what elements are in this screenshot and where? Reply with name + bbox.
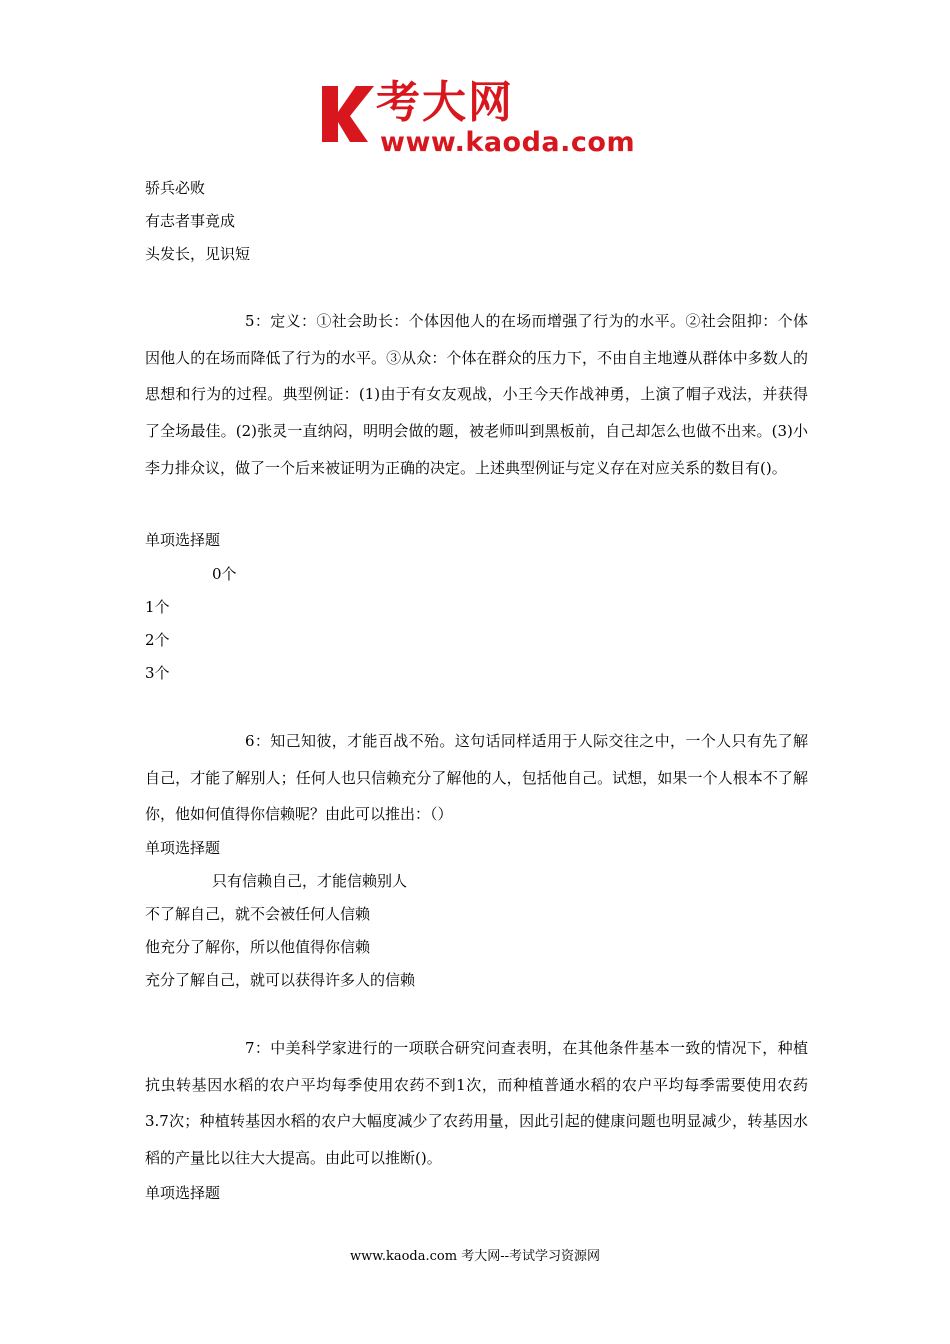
question-5-text: 5：定义：①社会助长：个体因他人的在场而增强了行为的水平。②社会阻抑：个体因他人的在场而降低了行为的水平。③从众：个体在群众的压力下，不由自主地遵从群体中多数人的思想和行为的过程。典型例证：(1)由于有女友观战，小王今天作战神勇，上演了帽子戏法，并获得了全场最佳。(2)张灵一直纳闷，明明会做的题，被老师叫到黑板前，自己却怎么也做不出来。(3)小李力排众议，做了一个后来被证明为正确的决定。上述典型例证与定义存在对应关系的数目有()。 [145, 312, 808, 477]
logo-brand-url: www.kaoda.com [380, 127, 636, 158]
question-type-label: 单项选择题 [145, 839, 221, 857]
prior-option: 头发长，见识短 [145, 245, 251, 263]
prior-option: 骄兵必败 [145, 179, 206, 197]
option-item: 1个 [145, 598, 170, 616]
question-type-label: 单项选择题 [145, 531, 221, 549]
option-item: 只有信赖自己，才能信赖别人 [212, 872, 408, 890]
page-footer: www.kaoda.com 考大网--考试学习资源网 [350, 1249, 600, 1264]
question-6-text: 6：知己知彼，才能百战不殆。这句话同样适用于人际交往之中，一个人只有先了解自己，才能了解别人；任何人也只信赖充分了解他的人，包括他自己。试想，如果一个人根本不了解你，他如何值得你信赖呢？由此可以推出：（） [145, 732, 808, 824]
k-logo-icon [318, 82, 378, 144]
option-item: 3个 [145, 664, 170, 682]
option-item: 不了解自己，就不会被任何人信赖 [145, 905, 371, 923]
option-item: 0个 [212, 565, 237, 583]
question-type-label: 单项选择题 [145, 1184, 221, 1202]
prior-option: 有志者事竟成 [145, 212, 236, 230]
question-7-text: 7：中美科学家进行的一项联合研究问查表明，在其他条件基本一致的情况下，种植抗虫转基因水稻的农户平均每季使用农药不到1次，而种植普通水稻的农户平均每季需要使用农药3.7次；种植转基因水稻的农户大幅度减少了农药用量，因此引起的健康问题也明显减少，转基因水稻的产量比以往大大提高。由此可以推断()。 [145, 1039, 808, 1168]
kaoda-logo [318, 77, 638, 162]
logo-brand-name: 考大网 [376, 77, 514, 128]
option-item: 2个 [145, 631, 170, 649]
option-item: 他充分了解你，所以他值得你信赖 [145, 938, 371, 956]
option-item: 充分了解自己，就可以获得许多人的信赖 [145, 971, 416, 989]
